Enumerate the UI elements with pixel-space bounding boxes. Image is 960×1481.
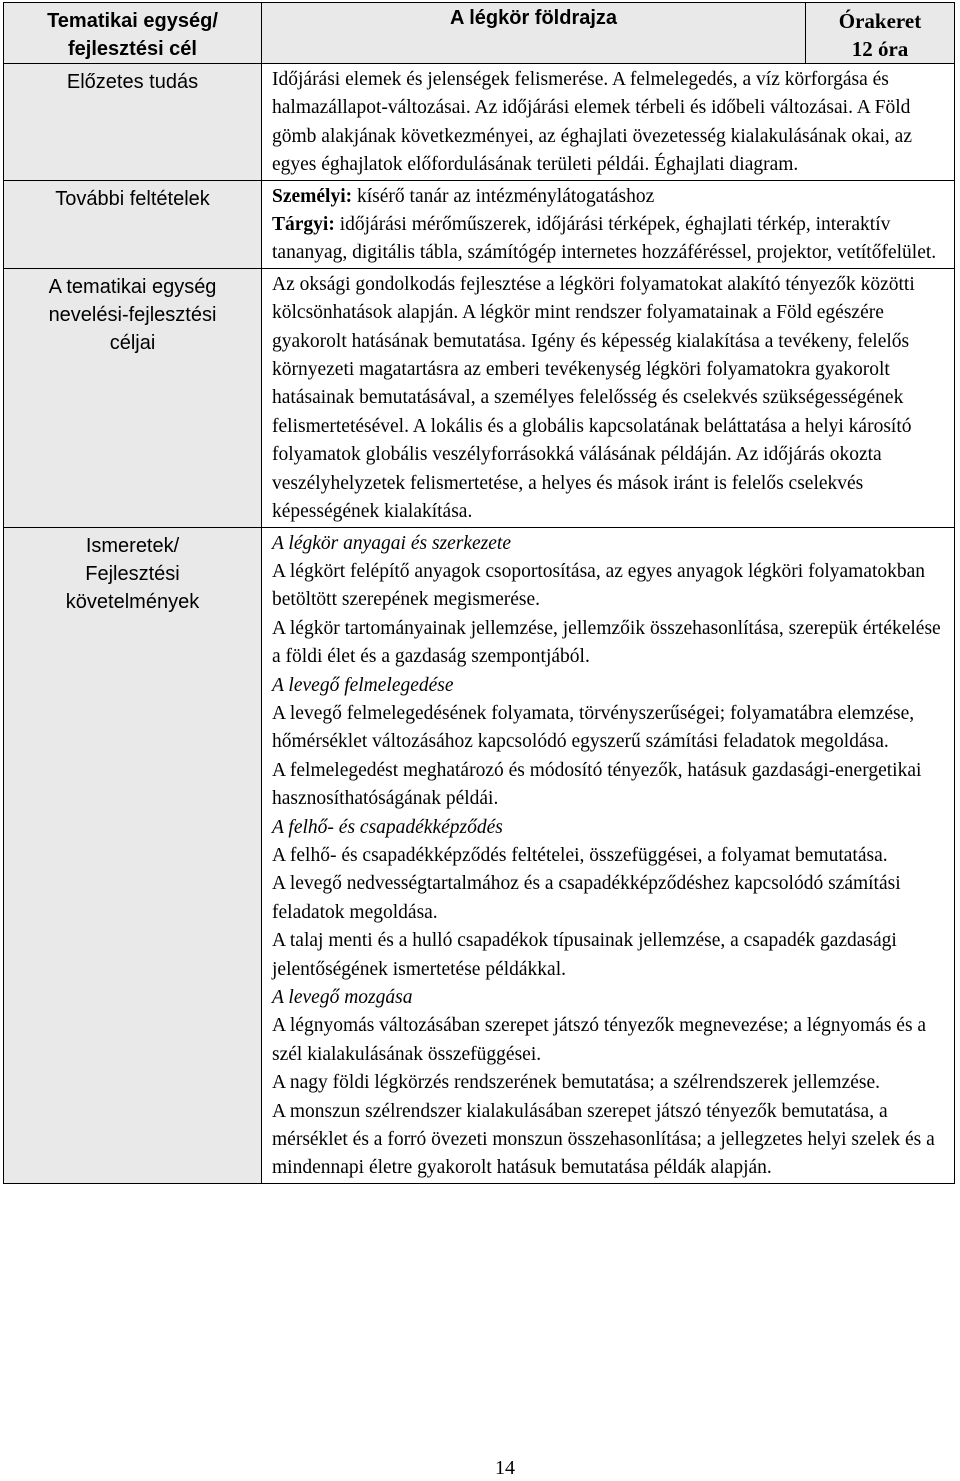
prior-knowledge-row bbox=[4, 64, 955, 181]
goals-row bbox=[4, 268, 955, 527]
requirement-item: A légkör tartományainak jellemzése, jellemzőik összehasonlítása, szerepük értékelése a földi élet és a gazdaság szempontjából. bbox=[272, 617, 941, 668]
requirement-item: A légnyomás változásában szerepet játszó tényezők megnevezése; a légnyomás és a szél kialakulásának összefüggései. bbox=[272, 1015, 927, 1065]
personal-conditions bbox=[272, 183, 946, 211]
curriculum-table bbox=[3, 2, 955, 1184]
requirement-item: A talaj menti és a hulló csapadékok típusainak jellemzése, a csapadék gazdasági jelentőségének ismertetése példákkal. bbox=[272, 930, 897, 980]
requirements-label-line-3: követelmények bbox=[65, 590, 200, 613]
prior-knowledge-label: Előzetes tudás bbox=[4, 64, 262, 181]
prior-knowledge-text: Időjárási elemek és jelenségek felismerése. A felmelegedés, a víz körforgása és halmazállapot-változásai. Az időjárási elemek térbeli és időbeli változásai. A Föld gömb alakjának következményei, az éghajlati övezetesség kialakulásának okai, az egyes éghajlatok előfordulásának területi példái. Éghajlati diagram. bbox=[262, 64, 955, 181]
goals-label-line-1: A tematikai egység bbox=[48, 275, 217, 298]
requirement-item: A monszun szélrendszer kialakulásában szerepet játszó tényezők bemutatása, a mérséklet és a forró övezeti monszun összehasonlítása; a jellegzetes helyi szelek és a mindennapi életre gyakorolt hatásuk bemutatása példák alapján. bbox=[272, 1100, 935, 1179]
requirement-item: A levegő nedvességtartalmához és a csapadékképződéshez kapcsolódó számítási feladatok megoldása. bbox=[272, 873, 901, 923]
requirement-item: A levegő felmelegedésének folyamata, törvényszerűségei; folyamatábra elemzése, hőmérséklet változásához kapcsolódó egyszerű számítási feladatok megoldása. bbox=[272, 702, 915, 753]
personal-text: kísérő tanár az intézménylátogatáshoz bbox=[352, 185, 655, 207]
requirement-item: A légkört felépítő anyagok csoportosítása, az egyes anyagok légköri folyamatokban betöltött szerepének megismerése. bbox=[272, 560, 926, 611]
goals-label-line-3: céljai bbox=[109, 331, 156, 354]
requirements-row bbox=[4, 527, 955, 1183]
unit-title: A légkör földrajza bbox=[262, 3, 806, 64]
conditions-label: További feltételek bbox=[4, 180, 262, 268]
requirement-item: A felmelegedést meghatározó és módosító tényezők, hatásuk gazdasági-energetikai hasznosíthatóságának példái. bbox=[272, 759, 922, 810]
goals-label-line-2: nevelési-fejlesztési bbox=[48, 303, 217, 326]
header-row bbox=[4, 3, 955, 64]
unit-label-line-2: fejlesztési cél bbox=[68, 38, 197, 60]
unit-label-cell bbox=[4, 3, 262, 64]
material-conditions bbox=[272, 211, 946, 268]
material-label: Tárgyi: bbox=[272, 214, 335, 236]
conditions-text bbox=[262, 180, 955, 268]
goals-text: Az oksági gondolkodás fejlesztése a légköri folyamatokat alakító tényezők közötti kölcsönhatások alapján. A légkör mint rendszer folyamatainak a Föld egészére gyakorolt hatásának bemutatása. Igény és képesség kialakítása a tevékeny, felelős környezeti magatartásra az emberi tevékenység légköri folyamatokra gyakorolt hatásainak bemutatásával, a személyes felelősség és cselekvés szükségességének felismertetésével. A lokális és a globális kapcsolatának beláttatása a helyi károsító folyamatok globális veszélyforrásokká válásának példáján. Az időjárás okozta veszélyhelyzetek felismertetése, a helyes és mások iránt is felelős cselekvés képességének kialakítása. bbox=[262, 268, 955, 527]
goals-label bbox=[4, 268, 262, 527]
unit-label-line-1: Tematikai egység/ bbox=[47, 10, 218, 32]
section-heading: A felhő- és csapadékképződés bbox=[272, 816, 503, 838]
material-text: időjárási mérőműszerek, időjárási térképek, éghajlati térkép, interaktív tananyag, digitális tábla, számítógép internetes hozzáféréssel, projektor, vetítőfelület. bbox=[272, 214, 937, 264]
requirement-item: A felhő- és csapadékképződés feltételei, összefüggései, a folyamat bemutatása. bbox=[272, 844, 888, 866]
conditions-row bbox=[4, 180, 955, 268]
requirements-label bbox=[4, 527, 262, 1183]
hours-label: Órakeret bbox=[838, 9, 922, 33]
page-number: 14 bbox=[495, 1457, 515, 1479]
requirements-label-line-1: Ismeretek/ bbox=[85, 534, 180, 557]
requirements-label-line-2: Fejlesztési bbox=[85, 562, 180, 585]
requirements-text bbox=[262, 527, 955, 1183]
section-heading: A légkör anyagai és szerkezete bbox=[272, 532, 511, 554]
hours-value: 12 óra bbox=[851, 37, 909, 61]
hours-cell bbox=[806, 3, 955, 64]
requirement-item: A nagy földi légkörzés rendszerének bemutatása; a szélrendszerek jellemzése. bbox=[272, 1072, 881, 1094]
section-heading: A levegő felmelegedése bbox=[272, 674, 454, 696]
section-heading: A levegő mozgása bbox=[272, 987, 413, 1008]
personal-label: Személyi: bbox=[272, 185, 353, 207]
